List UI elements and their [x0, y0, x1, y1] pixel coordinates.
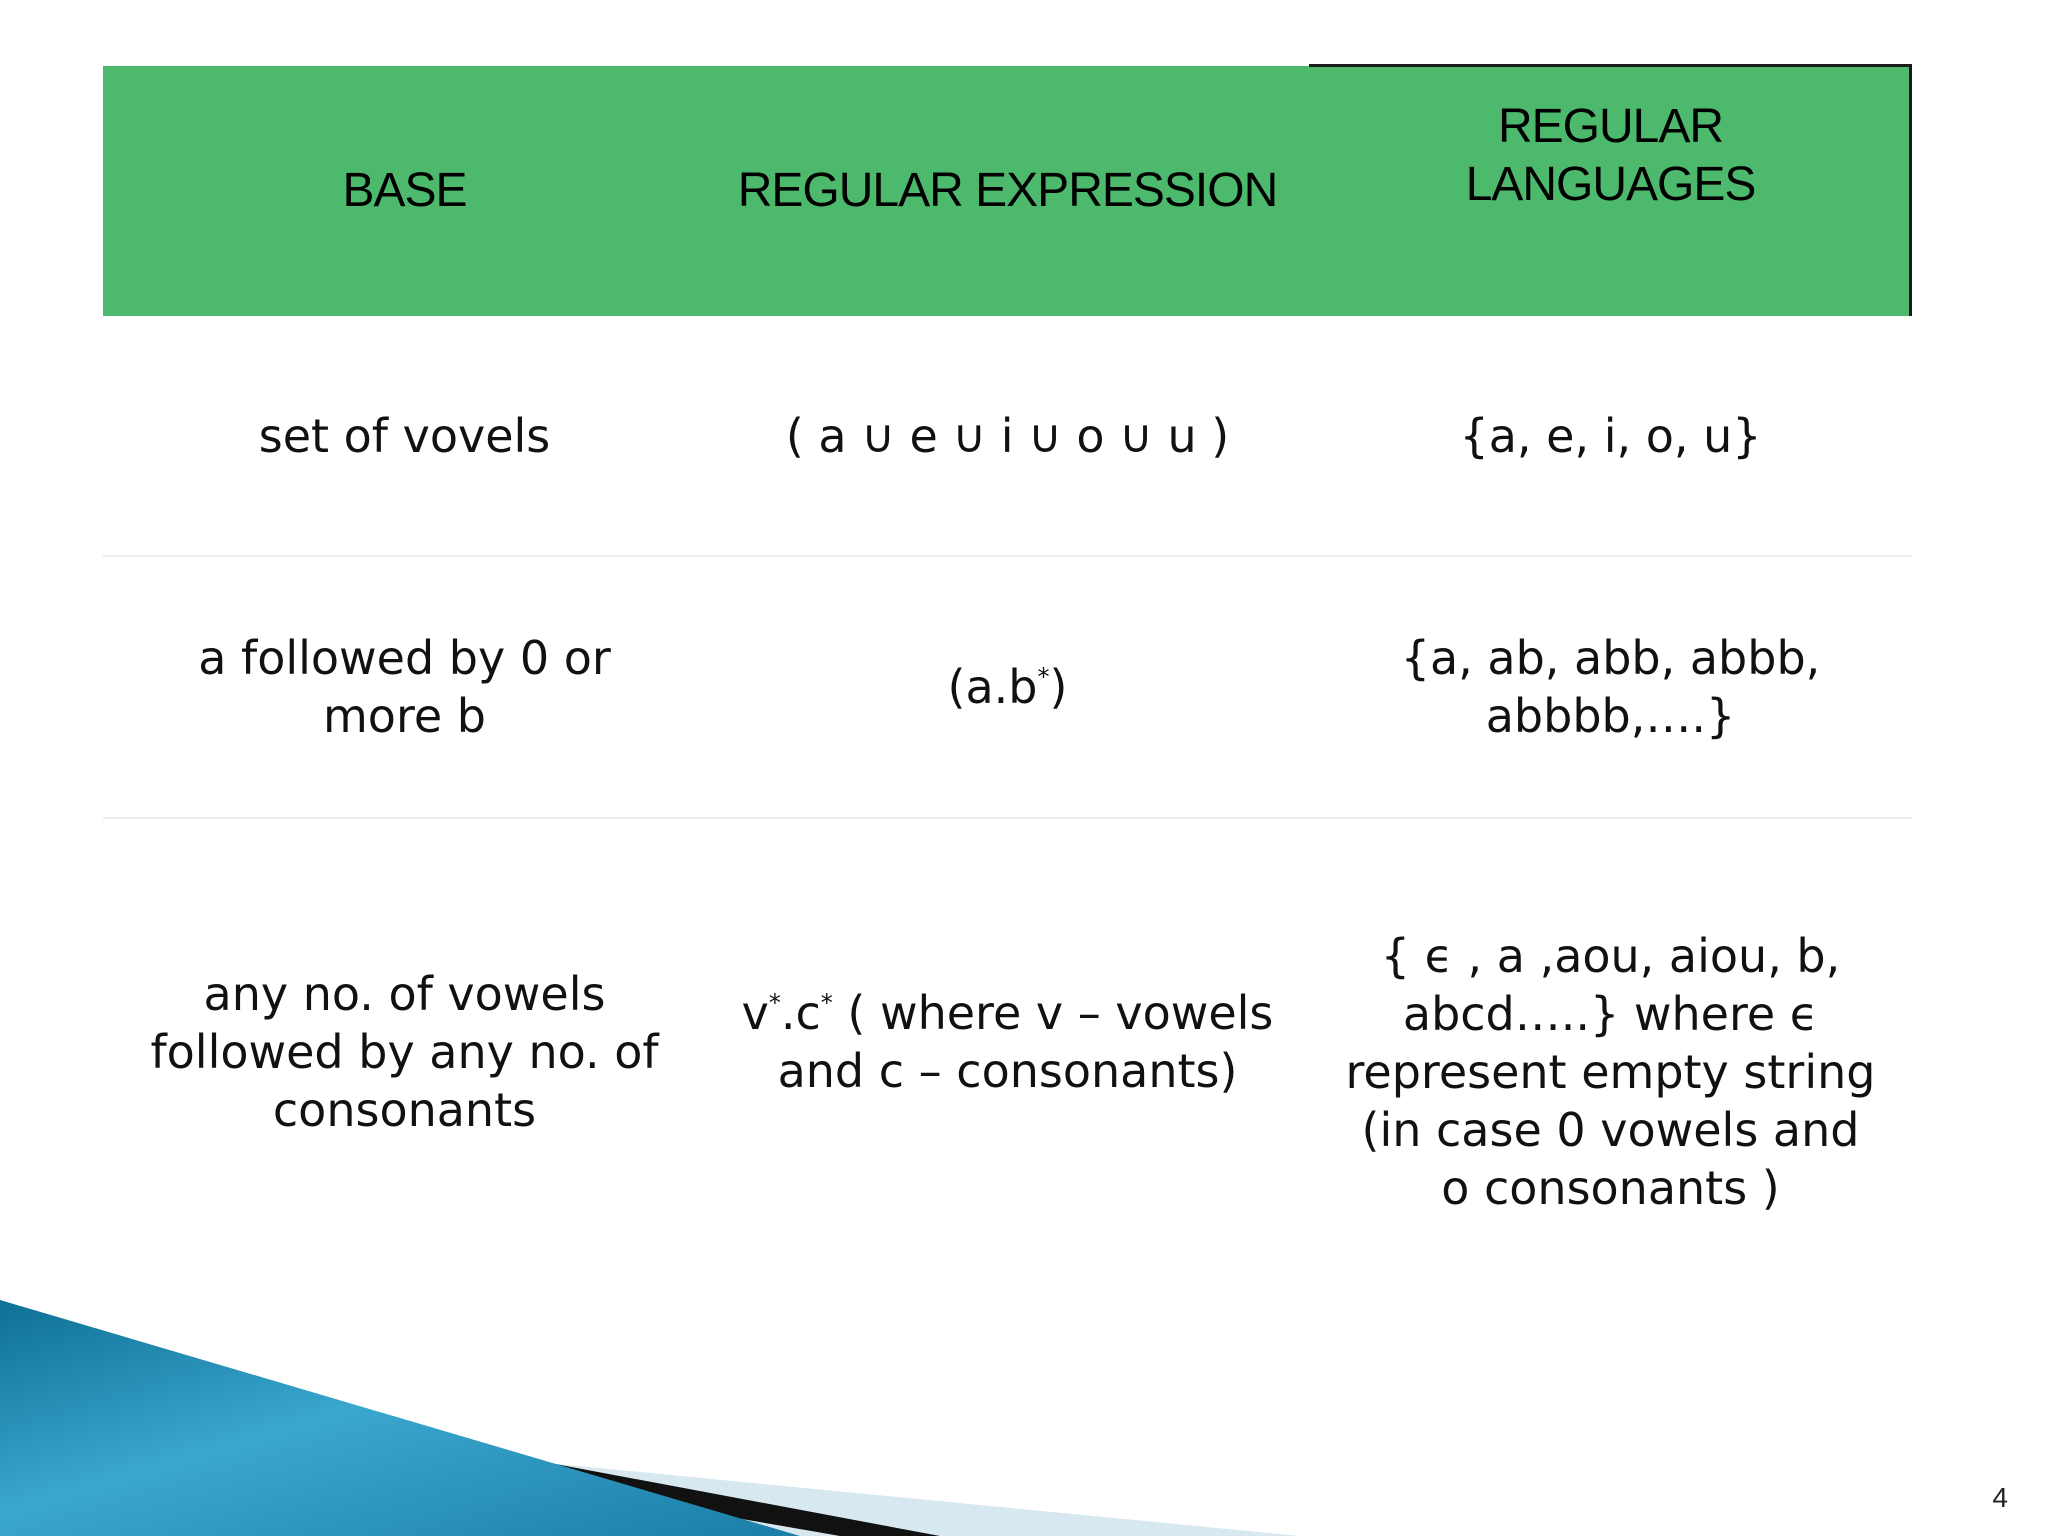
header-regular-expression: REGULAR EXPRESSION	[737, 164, 1278, 217]
cell-language: { ϵ , a ,aou, aiou, b, abcd…..} where ϵ represent empty string (in case 0 vowels and o consonants )	[1345, 929, 1876, 1215]
regex-table	[103, 66, 1912, 1266]
cell-language: {a, ab, abb, abbb, abbbb,….}	[1400, 631, 1821, 743]
table-row	[103, 316, 1912, 556]
cell-base: a followed by 0 or more b	[198, 631, 611, 743]
table-row	[103, 556, 1912, 818]
cell-language: {a, e, i, o, u}	[1459, 409, 1762, 463]
cell-regex: v*.c* ( where v – vowels and c – consonants)	[741, 986, 1274, 1098]
cell-base: set of vovels	[258, 409, 551, 463]
page-number: 4	[1992, 1482, 2008, 1513]
cell-regex: (a.b*)	[947, 660, 1068, 714]
cell-base: any no. of vowels followed by any no. of consonants	[150, 967, 659, 1137]
header-regular-languages: REGULAR LANGUAGES	[1465, 100, 1756, 211]
table-row	[103, 818, 1912, 1266]
cell-regex: ( a ∪ e ∪ i ∪ o ∪ u )	[785, 409, 1230, 463]
header-base: BASE	[342, 164, 467, 217]
decorative-swoosh	[0, 1300, 1300, 1536]
